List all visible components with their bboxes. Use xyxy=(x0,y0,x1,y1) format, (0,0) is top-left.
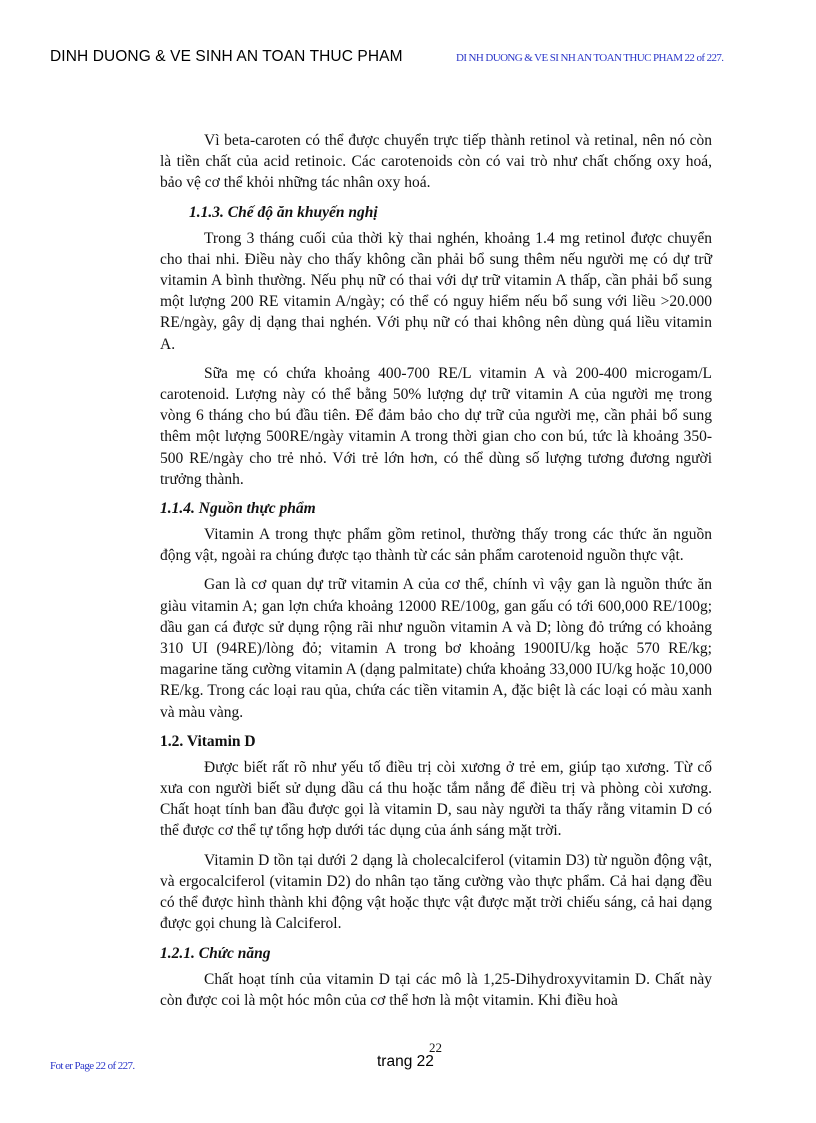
header-title: DINH DUONG & VE SINH AN TOAN THUC PHAM xyxy=(50,48,403,65)
page-number-small: 22 xyxy=(429,1040,442,1055)
subsection-heading: 1.2.1. Chức năng xyxy=(160,944,271,962)
paragraph: Sữa mẹ có chứa khoảng 400-700 RE/L vitamin A và 200-400 microgam/L carotenoid. Lượng này có thể bằng 50% lượng dự trữ vitamin A của người mẹ trong vòng 6 tháng cho bú đầu tiên. Để đảm bảo cho dự trữ của người mẹ, cần phải bổ sung thêm một lượng 500RE/ngày vitamin A trong thời gian cho con bú, tức là khoảng 350-500 RE/ngày cho trẻ nhỏ. Với trẻ lớn hơn, có thể dùng số lượng tương đương người trưởng thành. xyxy=(160,364,712,488)
header-page-info: DI NH DUONG & VE SI NH AN TOAN THUC PHAM 22 of 227. xyxy=(456,52,724,64)
footer-page-info: Fot er Page 22 of 227. xyxy=(50,1060,135,1072)
section-heading: 1.2. Vitamin D xyxy=(160,732,256,750)
subsection-heading: 1.1.4. Nguồn thực phẩm xyxy=(160,500,316,518)
paragraph: Được biết rất rõ như yếu tố điều trị còi xương ở trẻ em, giúp tạo xương. Từ cổ xưa con người biết sử dụng dầu cá thu hoặc tắm nắng để điều trị và phòng còi xương. Chất hoạt tính ban đầu được gọi là vitamin D, sau này người ta thấy rằng vitamin D có thể được cơ thể tự tổng hợp dưới tác dụng của ánh sáng mặt trời. xyxy=(160,758,712,840)
paragraph: Chất hoạt tính của vitamin D tại các mô là 1,25-Dihydroxyvitamin D. Chất này còn được coi là một hóc môn của cơ thể hơn là một vitamin. Khi điều hoà xyxy=(160,970,712,1009)
paragraph: Vitamin A trong thực phẩm gồm retinol, thường thấy trong các thức ăn nguồn động vật, ngoài ra chúng được tạo thành từ các sản phẩm carotenoid nguồn thực vật. xyxy=(160,526,712,565)
paragraph: Vì beta-caroten có thể được chuyển trực tiếp thành retinol và retinal, nên nó còn là tiền chất của acid retinoic. Các carotenoids còn có vai trò như chất chống oxy hoá, bảo vệ cơ thể khỏi những tác nhân oxy hoá. xyxy=(160,132,712,192)
document-body xyxy=(160,130,712,1019)
paragraph: Gan là cơ quan dự trữ vitamin A của cơ thể, chính vì vậy gan là nguồn thức ăn giàu vitamin A; gan lợn chứa khoảng 12000 RE/100g, gan gấu có tới 600,000 RE/100g; dầu gan cá được sử dụng rộng rãi như nguồn vitamin A và D; lòng đỏ trứng có khoảng 310 UI (94RE)/lòng đỏ; vitamin A trong bơ khoảng 1900IU/kg hoặc 570 RE/kg; magarine tăng cường vitamin A (dạng palmitate) chứa khoảng 33,000 IU/kg hoặc 10,000 RE/kg. Trong các loại rau qủa, chứa các tiền vitamin A, đặc biệt là các loại có màu xanh và màu vàng. xyxy=(160,576,712,721)
subsection-heading: 1.1.3. Chế độ ăn khuyến nghị xyxy=(189,203,378,221)
paragraph: Trong 3 tháng cuối của thời kỳ thai nghén, khoảng 1.4 mg retinol được chuyển cho thai nhi. Điều này cho thấy không cần phải bổ sung thêm nếu người mẹ có dự trữ vitamin A bình thường. Nếu phụ nữ có thai với dự trữ vitamin A thấp, cần phải bổ sung một lượng 200 RE vitamin A/ngày; có thể có nguy hiểm nếu bổ sung với liều >20.000 RE/ngày, gây dị dạng thai nghén. Với phụ nữ có thai không nên dùng quá liều vitamin A. xyxy=(160,229,712,353)
page-label: trang 22 xyxy=(377,1053,434,1070)
paragraph: Vitamin D tồn tại dưới 2 dạng là cholecalciferol (vitamin D3) từ nguồn động vật, và ergocalciferol (vitamin D2) do nhân tạo tăng cường vào thực phẩm. Cả hai dạng đều có thể được hình thành khi động vật hoặc thực vật được mặt trời chiếu sáng, cả hai dạng được gọi chung là Calciferol. xyxy=(160,851,712,933)
